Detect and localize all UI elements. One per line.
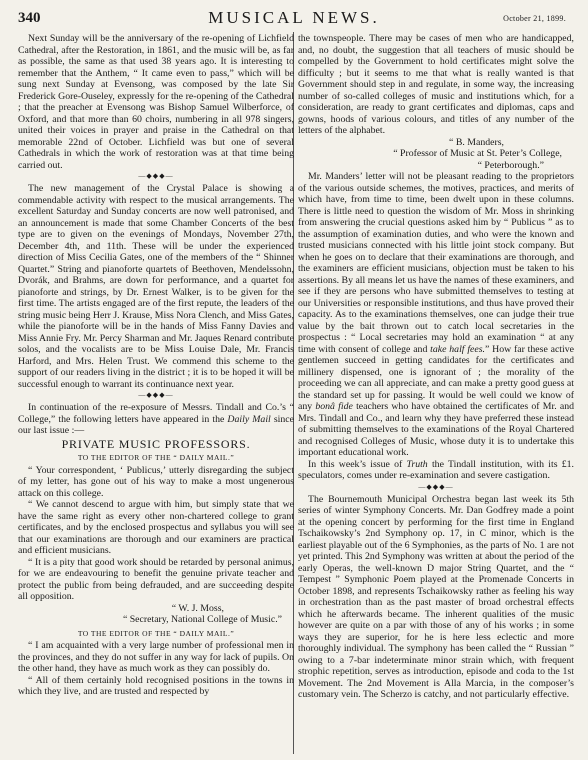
right-column (298, 33, 574, 701)
letter-signature-title: “ Professor of Music at St. Peter’s College, (393, 148, 562, 159)
issue-date: October 21, 1899. (503, 14, 566, 23)
section-ornament: —◆◆◆— (418, 482, 454, 491)
left-column (18, 33, 294, 698)
letter-signature: “ W. J. Moss, (171, 602, 224, 614)
tindall-intro-paragraph: In continuation of the re-exposure of Messrs. Tindall and Co.’s “ College,” the following letters have appeared in the Daily Mail since our last issue :— (18, 402, 294, 436)
letter-signature-place: “ Peterborough.” (477, 159, 544, 171)
page-number: 340 (18, 10, 41, 26)
section-ornament: —◆◆◆— (138, 172, 174, 180)
letter-paragraph: “ All of them certainly hold recognised positions in the towns in which they live, and are trusted and respected by (18, 674, 294, 697)
letter-paragraph: “ We cannot descend to argue with him, but simply state that we have the same right as every other non-chartered college to grant certificates, and by the enclosed prospectus and syllabus you will see that our examinations are thorough and our examiners are practical and efficient musicians. (18, 499, 294, 556)
bournemouth-paragraph: The Bournemouth Municipal Orchestra began last week its 5th series of winter Symphony Concerts. Mr. Dan Godfrey made a point at the opening concert by performing for the first time in England Tschaikowsky’s 2nd Symphony op. 17, in C minor, which is the earliest playable out of the 6 Symphonies, as the parts of No. 1 are not yet printed. This 2nd Symphony was written at about the period of the early Operas, the well-known D major String Quartet, and the “ Tempest ” Symphonic Poem played at the Promenade Concerts in October 1898, and represents Tschaikowsky rather as feeling his way in orchestration than as the past master of broad orchestral effects which he afterwards became. The inherent qualities of the music however are quite on a par with those of any of his works ; in some ways they are superior, for he is here less eclectic and more thoroughly individual. The symphony has been called the “ Russian ” owing to a 7-bar indeterminate minor strain which, with frequent strophic repetition, serves as introduction, episode and coda to the 1st Movement. The 2nd Movement is Alla Marcia, in the composer’s customary vein. The Scherzo is catchy, and not particularly effective. (298, 493, 574, 700)
page-header (0, 0, 588, 30)
lichfield-paragraph: Next Sunday will be the anniversary of the re-opening of Lichfield Cathedral, after the Restoration, in 1861, and the music will be, as far as possible, the same as that used 38 years ago. It is interesting to remember that the Anthem, “ It came even to pass,” which will be sung next Sunday at Evensong, was composed by the late Sir Frederick Gore-Ouseley, expressly for the re-opening of the Cathedral ; that the preacher at Evensong was Bishop Samuel Wilberforce, of Oxford, and that more than 60 choirs, numbering in all 978 singers, united their voices in prayer and praise in the Cathedral on that memorable 22nd of October. Lichfield was but one of several Cathedrals in which the work of restoration was at that time being carried out. (18, 33, 294, 171)
truth-paragraph: In this week’s issue of Truth the Tindall institution, with its £1. speculators, comes under re-examination and severe castigation. (298, 458, 574, 481)
letter-signature: “ B. Manders, (449, 136, 504, 148)
letter-subheading: TO THE EDITOR OF THE “ DAILY MAIL.” (77, 453, 235, 462)
commentary-paragraph: Mr. Manders’ letter will not be pleasant reading to the proprietors of the various outside schemes, the motives, practices, and merits of which have, from time to time, been dwelt upon in these columns. There is little need to question the wisdom of Mr. Moss in shrinking from answering the crucial questions asked him by “ Publicus ” as to the assumption of examination duties, and who were the known and trusted musicians connected with his little joint stock company. But when he goes on to declare that their examinations are thorough, and the examiners are efficient musicians, objection must be taken to his assertions. By all means let us have the names of these examiners, and see if they are persons who have submitted themselves to testing at our Universities or responsible institutions, and thus have proved their capacity. As to the examinations themselves, one can judge their true value by the bait thrown out to catch local secretaries in the prospectus : “ Local secretaries may hold an examination “ at any time with consent of college and take half fees.” How far these active gentlemen succeed in getting candidates for the certificates and millinery dispensed, one is ignorant of ; the morality of the proceeding we can all appreciate, and can make a pretty good guess at the standard set up for passing. It would be well could we know of any bonâ fide teachers who have obtained the certificates of Mr. and Mrs. Tindall and Co., and learn why they have preferred these instead of submitting themselves to the examinations of the Royal Chartered and recognised Colleges of Music, whose duty it is to undertake this important educational work. (298, 171, 575, 458)
letter-paragraph: “ Your correspondent, ‘ Publicus,’ utterly disregarding the subject of my letter, has gone out of his way to make a most ungenerous attack on this college. (18, 464, 294, 499)
letter-continuation: the townspeople. There may be cases of men who are handicapped, and, no doubt, the suggestion that all teachers of music should be compelled by the Government to hold certificates might solve the difficulty ; but it seems to me that what is really wanted is that Government should step in and regulate, in some way, the increasing number of so-called colleges of music and institutions which, for a consideration, are ready to grant certificates and diplomas, caps and gowns, hoods of various colours, and titles of any number of the letters of the alphabet. (298, 33, 574, 136)
article-heading: PRIVATE MUSIC PROFESSORS. (61, 436, 251, 451)
letter-paragraph: “ It is a pity that good work should be retarded by personal animus, for we are endeavouring to benefit the genuine private teacher and protect the public from being defrauded, and are succeeding despite all opposition. (18, 556, 294, 602)
publication-title: MUSICAL NEWS. (208, 8, 380, 27)
letter-signature-title: “ Secretary, National College of Music.” (122, 614, 282, 625)
section-ornament: —◆◆◆— (138, 391, 174, 399)
letter-subheading: TO THE EDITOR OF THE “ DAILY MAIL.” (77, 628, 235, 638)
crystal-palace-paragraph: The new management of the Crystal Palace is showing a commendable activity with respect to the musical arrangements. The excellent Saturday and Sunday concerts are now well patronised, and an announcement is made that some Chamber Concerts of the best type are to given on the evenings of Mondays, November 27th, December 4th, and 11th. These will be under the experienced direction of Miss Cecilia Gates, one of the members of the “ Shinner Quartet.” String and pianoforte quartets of Beethoven, Mendelssohn, Dvorák, and Brahms, are down for performance, and a quartet for pianoforte and strings, by Dr. Ernest Walker, is to be given for the first time. The artists engaged are of the first repute, the leaders of the string music being Herr J. Krause, Miss Nora Clench, and Miss Gates, while the pianoforte will be in the hands of Miss Fanny Davies and Miss Annie Fry. Mr. Percy Sharman and Mr. Jaques Renard contribute solos, and the vocalists are to be Miss Louise Dale, Mr. Francis Harford, and Mrs. Helen Trust. We commend this scheme to the support of our readers living in the district ; it is to be hoped it will be successful enough to warrant its continuance next year. (18, 183, 294, 390)
letter-paragraph: “ I am acquainted with a very large number of professional men in the provinces, and they do not suffer in any way for lack of pupils. On the other hand, they have as much work as they can possibly do. (18, 640, 294, 674)
